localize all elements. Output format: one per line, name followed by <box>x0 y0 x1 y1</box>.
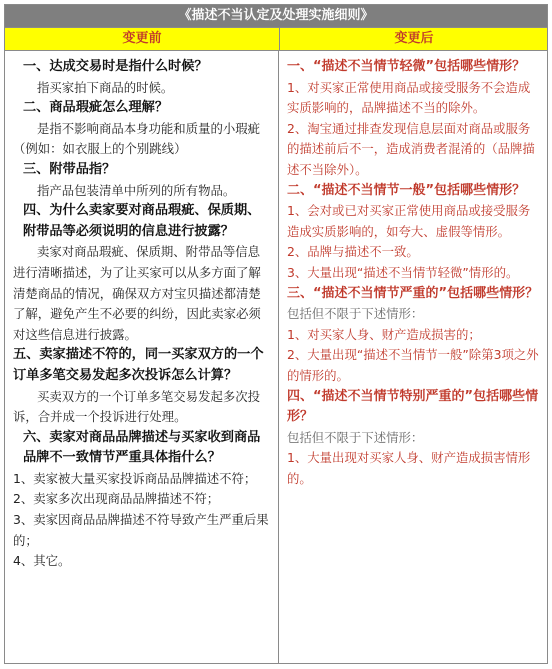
s2-title: 二、“描述不当情节一般”包括哪些情形？ <box>287 182 526 198</box>
q5-title: 五、卖家描述不符的，同一买家双方的一个订单多笔交易发起多次投诉怎么计算？ <box>13 347 264 383</box>
q6-item: 4、其它。 <box>13 553 71 569</box>
s1-title: 一、“描述不当情节轻微”包括哪些情形？ <box>287 59 526 74</box>
q6-item: 2、卖家多次出现商品品牌描述不符； <box>13 491 220 507</box>
q2-title: 二、商品瑕疵怎么理解？ <box>23 100 169 116</box>
q4-body: 卖家对商品瑕疵、保质期、附带品等信息进行清晰描述，为了让买家可以从多方面了解清楚商品的情况，确保双方对宝贝描述都清楚了解，避免产生不必要的纠纷，因此卖家必须对这些信息进行披露。 <box>13 244 261 342</box>
q3-body: 指产品包装清单中所列的所有物品。 <box>37 182 236 198</box>
s1-item: 1、对买家正常使用商品或接受服务不会造成实质影响的，品牌描述不当的除外。 <box>287 79 531 116</box>
q1-title: 一、达成交易时是指什么时候？ <box>23 59 208 74</box>
body-row <box>5 51 547 663</box>
q2-body: 是指不影响商品本身功能和质量的小瑕疵（例如：如衣服上的个别跳线） <box>13 120 261 157</box>
q4-title: 四、为什么卖家要对商品瑕疵、保质期、附带品等必须说明的信息进行披露？ <box>23 203 261 239</box>
s3-title: 三、“描述不当情节严重的”包括哪些情形？ <box>287 285 539 301</box>
before-column <box>5 51 279 663</box>
q1-body: 指买家拍下商品的时候。 <box>37 79 174 95</box>
after-column <box>279 51 547 663</box>
q6-item: 3、卖家因商品品牌描述不符导致产生严重后果的； <box>13 512 269 548</box>
table-title: 《描述不当认定及处理实施细则》 <box>5 5 547 27</box>
s4-item: 1、大量出现对买家人身、财产造成损害情形的。 <box>287 450 531 486</box>
s3-intro: 包括但不限于下述情形： <box>287 306 424 322</box>
q3-title: 三、附带品指？ <box>23 161 116 177</box>
s3-item: 1、对买家人身、财产造成损害的； <box>287 326 481 342</box>
s4-title: 四、“描述不当情节特别严重的”包括哪些情形？ <box>287 388 539 425</box>
header-before: 变更前 <box>5 28 280 50</box>
s1-item: 2、淘宝通过排查发现信息层面对商品或服务的描述前后不一，造成消费者混淆的（品牌描述不当除外）。 <box>287 120 535 177</box>
header-after: 变更后 <box>394 31 434 46</box>
s2-item: 1、会对或已对买家正常使用商品或接受服务造成实质影响的，如夸大、虚假等情形。 <box>287 203 531 239</box>
q5-body: 买卖双方的一个订单多笔交易发起多次投诉，合并成一个投诉进行处理。 <box>13 388 261 425</box>
rules-table <box>4 4 548 664</box>
q6-title: 六、卖家对商品品牌描述与买家收到商品品牌不一致情节严重具体指什么？ <box>23 429 261 466</box>
s2-item: 3、大量出现“描述不当情节轻微”情形的。 <box>287 264 519 280</box>
s2-item: 2、品牌与描述不一致。 <box>287 244 419 260</box>
s4-intro: 包括但不限于下述情形： <box>287 429 424 445</box>
s3-item: 2、大量出现“描述不当情节一般”除第3项之外的情形的。 <box>287 347 539 383</box>
header-row <box>5 27 547 51</box>
q6-item: 1、卖家被大量买家投诉商品品牌描述不符； <box>13 470 257 486</box>
